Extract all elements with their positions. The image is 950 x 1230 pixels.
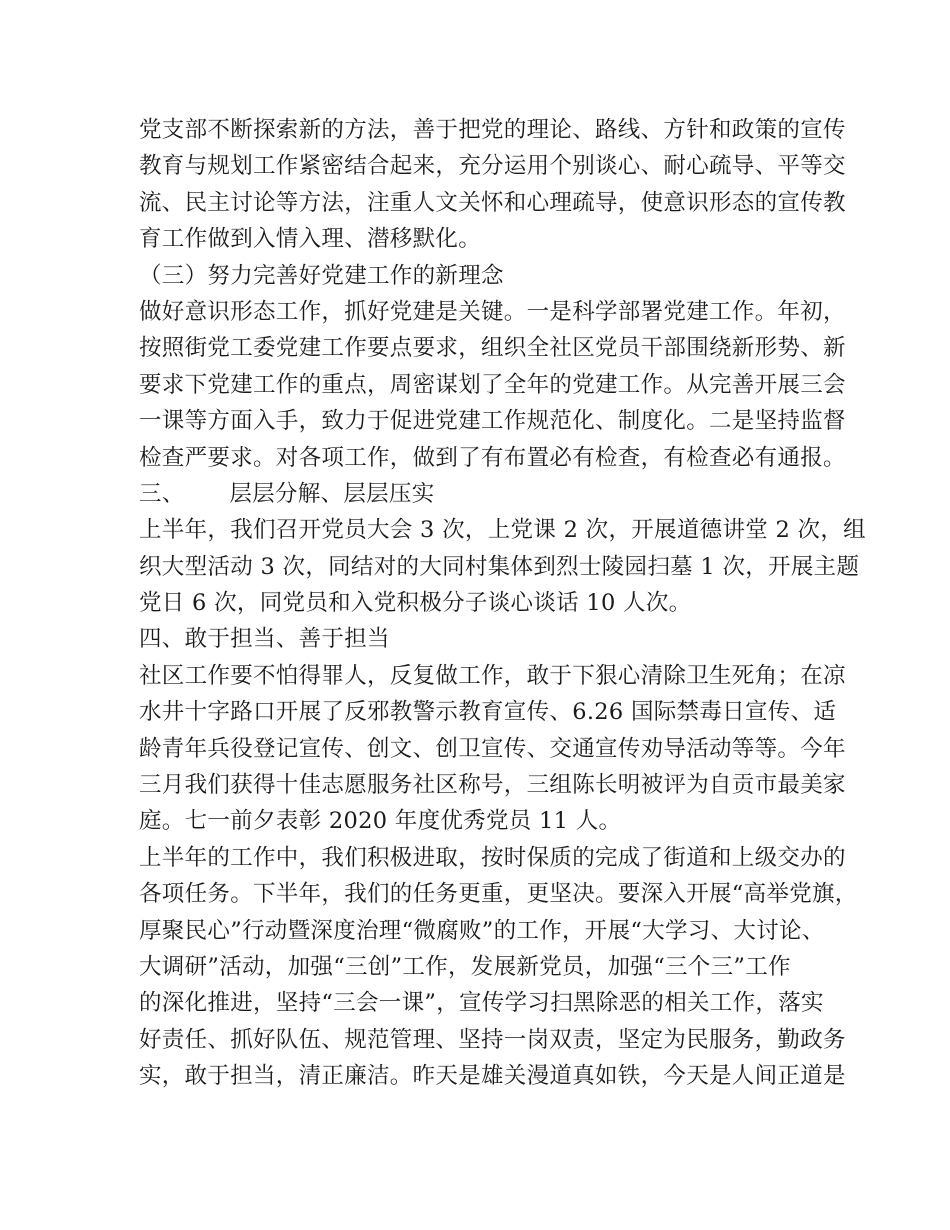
section-heading: 四、敢于担当、善于担当 bbox=[139, 626, 390, 653]
text-line: 大调研”活动，加强“三创”工作，发展新党员，加强“三个三”工作 bbox=[139, 953, 791, 980]
text-line: 各项任务。下半年，我们的任务更重，更坚决。要深入开展“高举党旗， bbox=[139, 881, 858, 908]
text-line: 检查严要求。对各项工作，做到了有布置必有检查，有检查必有通报。 bbox=[139, 444, 846, 471]
text-line: 党支部不断探索新的方法，善于把党的理论、路线、方针和政策的宣传 bbox=[139, 117, 846, 143]
text-line: 按照街党工委党建工作要点要求，组织全社区党员干部围绕新形势、新 bbox=[139, 335, 846, 362]
text-line: 一课等方面入手，致力于促进党建工作规范化、制度化。二是坚持监督 bbox=[139, 408, 846, 435]
text-line: 流、民主讨论等方法，注重人文关怀和心理疏导，使意识形态的宣传教 bbox=[139, 189, 846, 216]
text-line: 上半年的工作中，我们积极进取，按时保质的完成了街道和上级交办的 bbox=[139, 844, 846, 871]
text-line: 织大型活动 3 次，同结对的大同村集体到烈士陵园扫墓 1 次，开展主题 bbox=[139, 553, 860, 580]
text-line: 庭。七一前夕表彰 2020 年度优秀党员 11 人。 bbox=[139, 808, 622, 835]
text-line: 三月我们获得十佳志愿服务社区称号，三组陈长明被评为自贡市最美家 bbox=[139, 772, 846, 799]
text-line: 党日 6 次，同党员和入党积极分子谈心谈话 10 人次。 bbox=[139, 590, 692, 617]
text-line: 社区工作要不怕得罪人，反复做工作，敢于下狠心清除卫生死角；在凉 bbox=[139, 662, 846, 689]
section-heading: （三）努力完善好党建工作的新理念 bbox=[139, 262, 504, 289]
text-line: 上半年，我们召开党员大会 3 次，上党课 2 次，开展道德讲堂 2 次，组 bbox=[139, 517, 866, 544]
text-line: 龄青年兵役登记宣传、创文、创卫宣传、交通宣传劝导活动等等。今年 bbox=[139, 735, 846, 762]
text-line: 要求下党建工作的重点，周密谋划了全年的党建工作。从完善开展三会 bbox=[139, 371, 846, 398]
text-line: 做好意识形态工作，抓好党建是关键。一是科学部署党建工作。年初， bbox=[139, 298, 846, 325]
text-line: 育工作做到入情入理、潜移默化。 bbox=[139, 226, 482, 253]
text-line: 实，敢于担当，清正廉洁。昨天是雄关漫道真如铁，今天是人间正道是 bbox=[139, 1063, 846, 1090]
text-line: 教育与规划工作紧密结合起来，充分运用个别谈心、耐心疏导、平等交 bbox=[139, 153, 846, 180]
text-line: 好责任、抓好队伍、规范管理、坚持一岗双责，坚定为民服务，勤政务 bbox=[139, 1026, 846, 1053]
text-line: 水井十字路口开展了反邪教警示教育宣传、6.26 国际禁毒日宣传、适 bbox=[139, 699, 837, 726]
section-heading: 三、 层层分解、层层压实 bbox=[139, 480, 435, 507]
document-body bbox=[139, 112, 866, 1095]
text-line: 的深化推进，坚持“三会一课”，宣传学习扫黑除恶的相关工作，落实 bbox=[139, 990, 824, 1017]
text-line: 厚聚民心”行动暨深度治理“微腐败”的工作，开展“大学习、大讨论、 bbox=[139, 917, 825, 944]
